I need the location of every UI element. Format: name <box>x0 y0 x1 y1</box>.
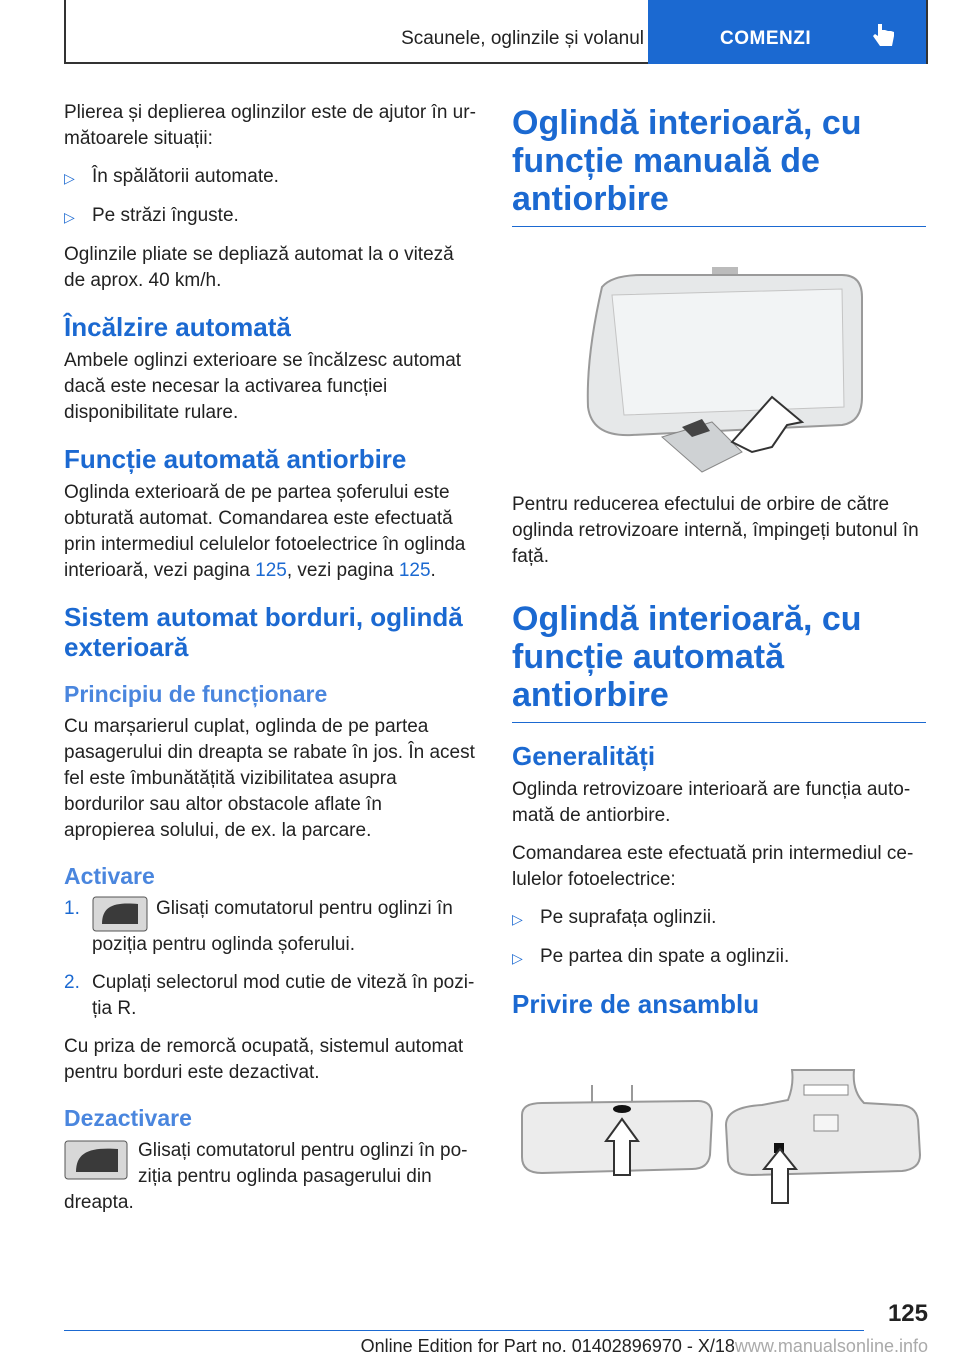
list-item-text: În spălătorii automate. <box>92 166 279 187</box>
heading-activate: Activare <box>64 863 155 889</box>
page-header <box>64 0 928 64</box>
antiglare-text: Oglinda exterioară de pe partea șoferului este obturată automat. Comandarea este efectuată prin intermediul celulelor fotoelectrice în oglinda interioară, vezi pagina 125, vezi pagina 125. <box>64 482 466 581</box>
heading-deactivate: Dezactivare <box>64 1105 192 1131</box>
watermark-brand: www.manualsonline.info <box>734 1336 928 1356</box>
right-column <box>512 100 926 1220</box>
manual-text: Pentru reducerea efectului de orbire de către oglinda retrovizoare internă, împingeți butonul în față. <box>512 494 919 567</box>
footer-edition: Online Edition for Part no. 01402896970 - X/18www.manualsonline.info <box>360 1336 928 1356</box>
list-item <box>64 164 478 191</box>
list-item <box>512 944 926 971</box>
step-text: Glisați comutatorul pentru oglinzi în poziția pentru oglinda șoferului. <box>92 898 453 955</box>
general-text-1: Oglinda retrovizoare interioară are funcția automată de antiorbire. <box>512 779 911 826</box>
heading-manual-mirror: Oglindă interioară, cu funcție manuală de antiorbire <box>512 104 926 227</box>
heading-heating: Încălzire automată <box>64 312 291 342</box>
heading-auto-mirror: Oglindă interioară, cu funcție automată antiorbire <box>512 600 926 723</box>
auto-mirror-illustration <box>512 1065 926 1215</box>
unfold-note: Oglinzile pliate se depliază automat la o viteză de aprox. 40 km/h. <box>64 244 454 291</box>
triangle-bullet-icon: ▷ <box>64 170 75 186</box>
step-item <box>64 970 478 1022</box>
list-item-text: Pe străzi înguste. <box>92 205 239 226</box>
step-item <box>64 896 478 958</box>
heading-antiglare: Funcție automată antiorbire <box>64 444 407 474</box>
list-item <box>512 905 926 932</box>
footer-divider <box>64 1330 864 1331</box>
step-number: 1. <box>64 898 80 919</box>
chapter-tab[interactable] <box>648 0 926 64</box>
list-item <box>64 203 478 230</box>
step-number: 2. <box>64 972 80 993</box>
left-column <box>64 100 478 1228</box>
page-link[interactable]: 125 <box>398 560 431 581</box>
heading-overview: Privire de ansamblu <box>512 989 760 1019</box>
list-item-text: Pe suprafața oglinzii. <box>540 907 717 928</box>
heading-principle: Principiu de funcționare <box>64 681 328 707</box>
triangle-bullet-icon: ▷ <box>512 950 523 966</box>
page-number: 125 <box>887 1300 928 1327</box>
section-title: Scaunele, oglinzile și volanul <box>401 28 644 49</box>
deactivate-text: Glisați comutatorul pentru oglinzi în poziția pentru oglinda pasagerului din dreapta. <box>64 1140 468 1213</box>
triangle-bullet-icon: ▷ <box>64 209 75 225</box>
heating-text: Ambele oglinzi exterioare se încălzesc automat dacă este necesar la activarea funcției disponibilitate rulare. <box>64 350 462 423</box>
page-link[interactable]: 125 <box>255 560 287 581</box>
chapter-tab-label: COMENZI <box>720 28 812 49</box>
trailer-note: Cu priza de remorcă ocupată, sistemul automat pentru borduri este dezactivat. <box>64 1036 464 1083</box>
list-item-text: Pe partea din spate a oglinzii. <box>540 946 790 967</box>
mirror-switch-icon <box>64 1140 128 1180</box>
principle-text: Cu marșarierul cuplat, oglinda de pe partea pasagerului din dreapta se rabate în jos. În acest fel este îmbunătățită vizibilitatea asupra bordurilor sau altor obstacole aflate în apropierea solului, de ex. la parcare. <box>64 716 475 841</box>
triangle-bullet-icon: ▷ <box>512 911 523 927</box>
hand-pointer-icon <box>872 22 896 48</box>
general-text-2: Comandarea este efectuată prin intermediul celulelor fotoelectrice: <box>512 843 914 890</box>
step-text: Cuplați selectorul mod cutie de viteză în poziția R. <box>92 972 475 1019</box>
heading-curb-system: Sistem automat borduri, oglindă exterioară <box>64 602 463 662</box>
mirror-switch-icon <box>92 896 148 932</box>
folding-intro: Plierea și deplierea oglinzilor este de ajutor în următoarele situații: <box>64 102 476 149</box>
manual-mirror-illustration <box>512 247 926 487</box>
heading-general: Generalități <box>512 741 656 771</box>
